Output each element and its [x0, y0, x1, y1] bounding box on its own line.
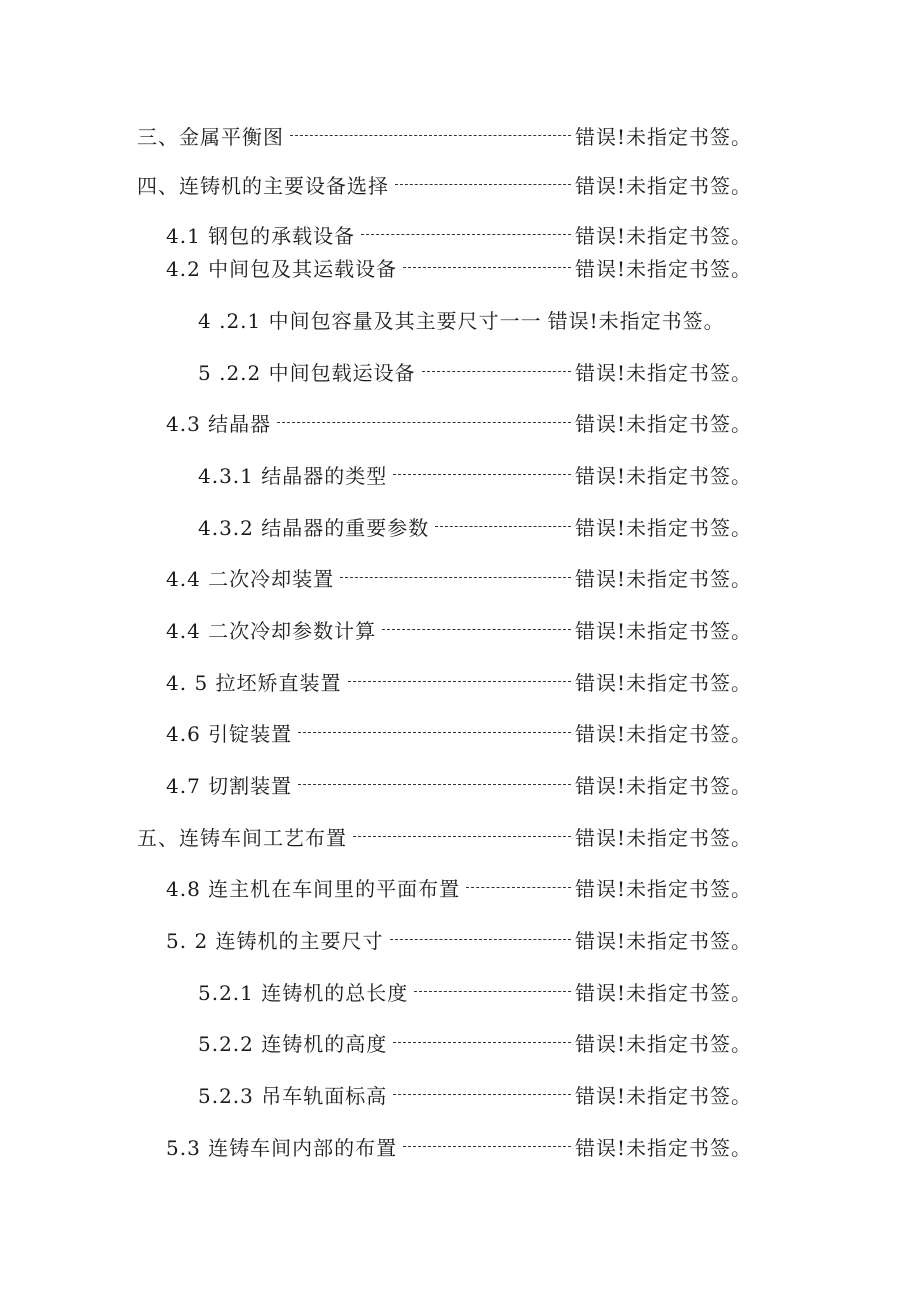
toc-entry-page: 错误!未指定书签。	[574, 515, 752, 540]
toc-entry-label: 5.2.3 吊车轨面标高	[198, 1083, 388, 1108]
toc-entry-label: 4.8 连主机在车间里的平面布置	[166, 876, 461, 901]
toc-dot-leader	[403, 267, 571, 268]
toc-dot-leader	[435, 526, 571, 527]
toc-entry[interactable]	[166, 216, 752, 252]
toc-entry-label: 三、金属平衡图	[137, 124, 284, 149]
toc-entry[interactable]	[166, 611, 752, 647]
toc-dot-leader	[353, 836, 571, 837]
toc-entry[interactable]	[166, 404, 752, 440]
toc-entry[interactable]	[198, 456, 752, 492]
toc-dot-leader	[466, 887, 571, 888]
toc-entry-label: 5.3 连铸车间内部的布置	[166, 1135, 398, 1160]
toc-entry[interactable]	[137, 818, 752, 854]
toc-entry-label: 5 .2.2 中间包载运设备	[198, 360, 416, 385]
toc-entry[interactable]	[166, 921, 752, 957]
toc-entry-page: 错误!未指定书签。	[574, 618, 752, 643]
toc-dot-leader	[298, 732, 571, 733]
toc-dot-leader	[390, 939, 571, 940]
toc-dot-leader	[361, 234, 571, 235]
toc-entry-label: 4 .2.1 中间包容量及其主要尺寸一一	[198, 308, 542, 333]
toc-entry-page: 错误!未指定书签。	[574, 411, 752, 436]
toc-entry-label: 四、连铸机的主要设备选择	[137, 173, 389, 198]
toc-entry-page: 错误!未指定书签。	[574, 360, 752, 385]
toc-dot-leader	[382, 629, 571, 630]
toc-entry-page: 错误!未指定书签。	[574, 773, 752, 798]
toc-dot-leader	[340, 577, 571, 578]
toc-entry[interactable]	[166, 869, 752, 905]
toc-entry-label: 4.4 二次冷却参数计算	[166, 618, 377, 643]
toc-entry-label: 4.3 结晶器	[166, 411, 272, 436]
toc-entry-label: 4.6 引锭装置	[166, 721, 293, 746]
toc-dot-leader	[393, 474, 571, 475]
toc-entry-label: 4.7 切割装置	[166, 773, 293, 798]
toc-entry[interactable]	[137, 117, 752, 153]
toc-entry-page: 错误!未指定书签。	[574, 876, 752, 901]
toc-entry-page: 错误!未指定书签。	[574, 566, 752, 591]
toc-entry-label: 五、连铸车间工艺布置	[137, 825, 347, 850]
toc-entry[interactable]	[166, 663, 752, 699]
toc-dot-leader	[395, 184, 571, 185]
toc-dot-leader	[277, 422, 571, 423]
toc-entry-label: 4.1 钢包的承载设备	[166, 223, 356, 248]
toc-entry-label: 4. 5 拉坯矫直装置	[166, 670, 342, 695]
toc-entry-label: 4.4 二次冷却装置	[166, 566, 335, 591]
toc-entry-page: 错误!未指定书签。	[574, 670, 752, 695]
toc-entry[interactable]	[166, 559, 752, 595]
toc-entry-label: 4.3.1 结晶器的类型	[198, 463, 388, 488]
toc-entry[interactable]	[166, 249, 752, 285]
toc-entry-label: 5.2.2 连铸机的高度	[198, 1031, 388, 1056]
toc-entry[interactable]	[198, 301, 752, 337]
toc-dot-leader	[348, 681, 571, 682]
toc-entry-page: 错误!未指定书签。	[547, 308, 725, 333]
toc-entry[interactable]	[198, 973, 752, 1009]
toc-entry-page: 错误!未指定书签。	[574, 1031, 752, 1056]
toc-dot-leader	[393, 1042, 571, 1043]
toc-entry-label: 5. 2 连铸机的主要尺寸	[166, 928, 384, 953]
toc-entry[interactable]	[198, 1024, 752, 1060]
toc-entry-page: 错误!未指定书签。	[574, 1083, 752, 1108]
toc-entry-page: 错误!未指定书签。	[574, 1135, 752, 1160]
toc-entry-label: 4.2 中间包及其运载设备	[166, 256, 398, 281]
toc-entry[interactable]	[166, 714, 752, 750]
toc-entry-page: 错误!未指定书签。	[574, 173, 752, 198]
toc-entry-page: 错误!未指定书签。	[574, 124, 752, 149]
toc-entry-page: 错误!未指定书签。	[574, 721, 752, 746]
toc-entry-page: 错误!未指定书签。	[574, 928, 752, 953]
toc-entry-page: 错误!未指定书签。	[574, 256, 752, 281]
toc-entry-page: 错误!未指定书签。	[574, 223, 752, 248]
toc-entry-label: 4.3.2 结晶器的重要参数	[198, 515, 430, 540]
toc-dot-leader	[403, 1146, 571, 1147]
toc-dot-leader	[290, 135, 571, 136]
toc-entry[interactable]	[166, 1128, 752, 1164]
toc-dot-leader	[422, 371, 571, 372]
toc-dot-leader	[298, 784, 571, 785]
toc-entry[interactable]	[198, 508, 752, 544]
toc-entry[interactable]	[166, 766, 752, 802]
toc-entry[interactable]	[198, 353, 752, 389]
toc-dot-leader	[393, 1094, 571, 1095]
toc-dot-leader	[414, 991, 571, 992]
toc-entry-page: 错误!未指定书签。	[574, 825, 752, 850]
toc-entry-page: 错误!未指定书签。	[574, 463, 752, 488]
toc-entry-label: 5.2.1 连铸机的总长度	[198, 980, 409, 1005]
toc-entry[interactable]	[198, 1076, 752, 1112]
toc-entry[interactable]	[137, 166, 752, 202]
toc-entry-page: 错误!未指定书签。	[574, 980, 752, 1005]
